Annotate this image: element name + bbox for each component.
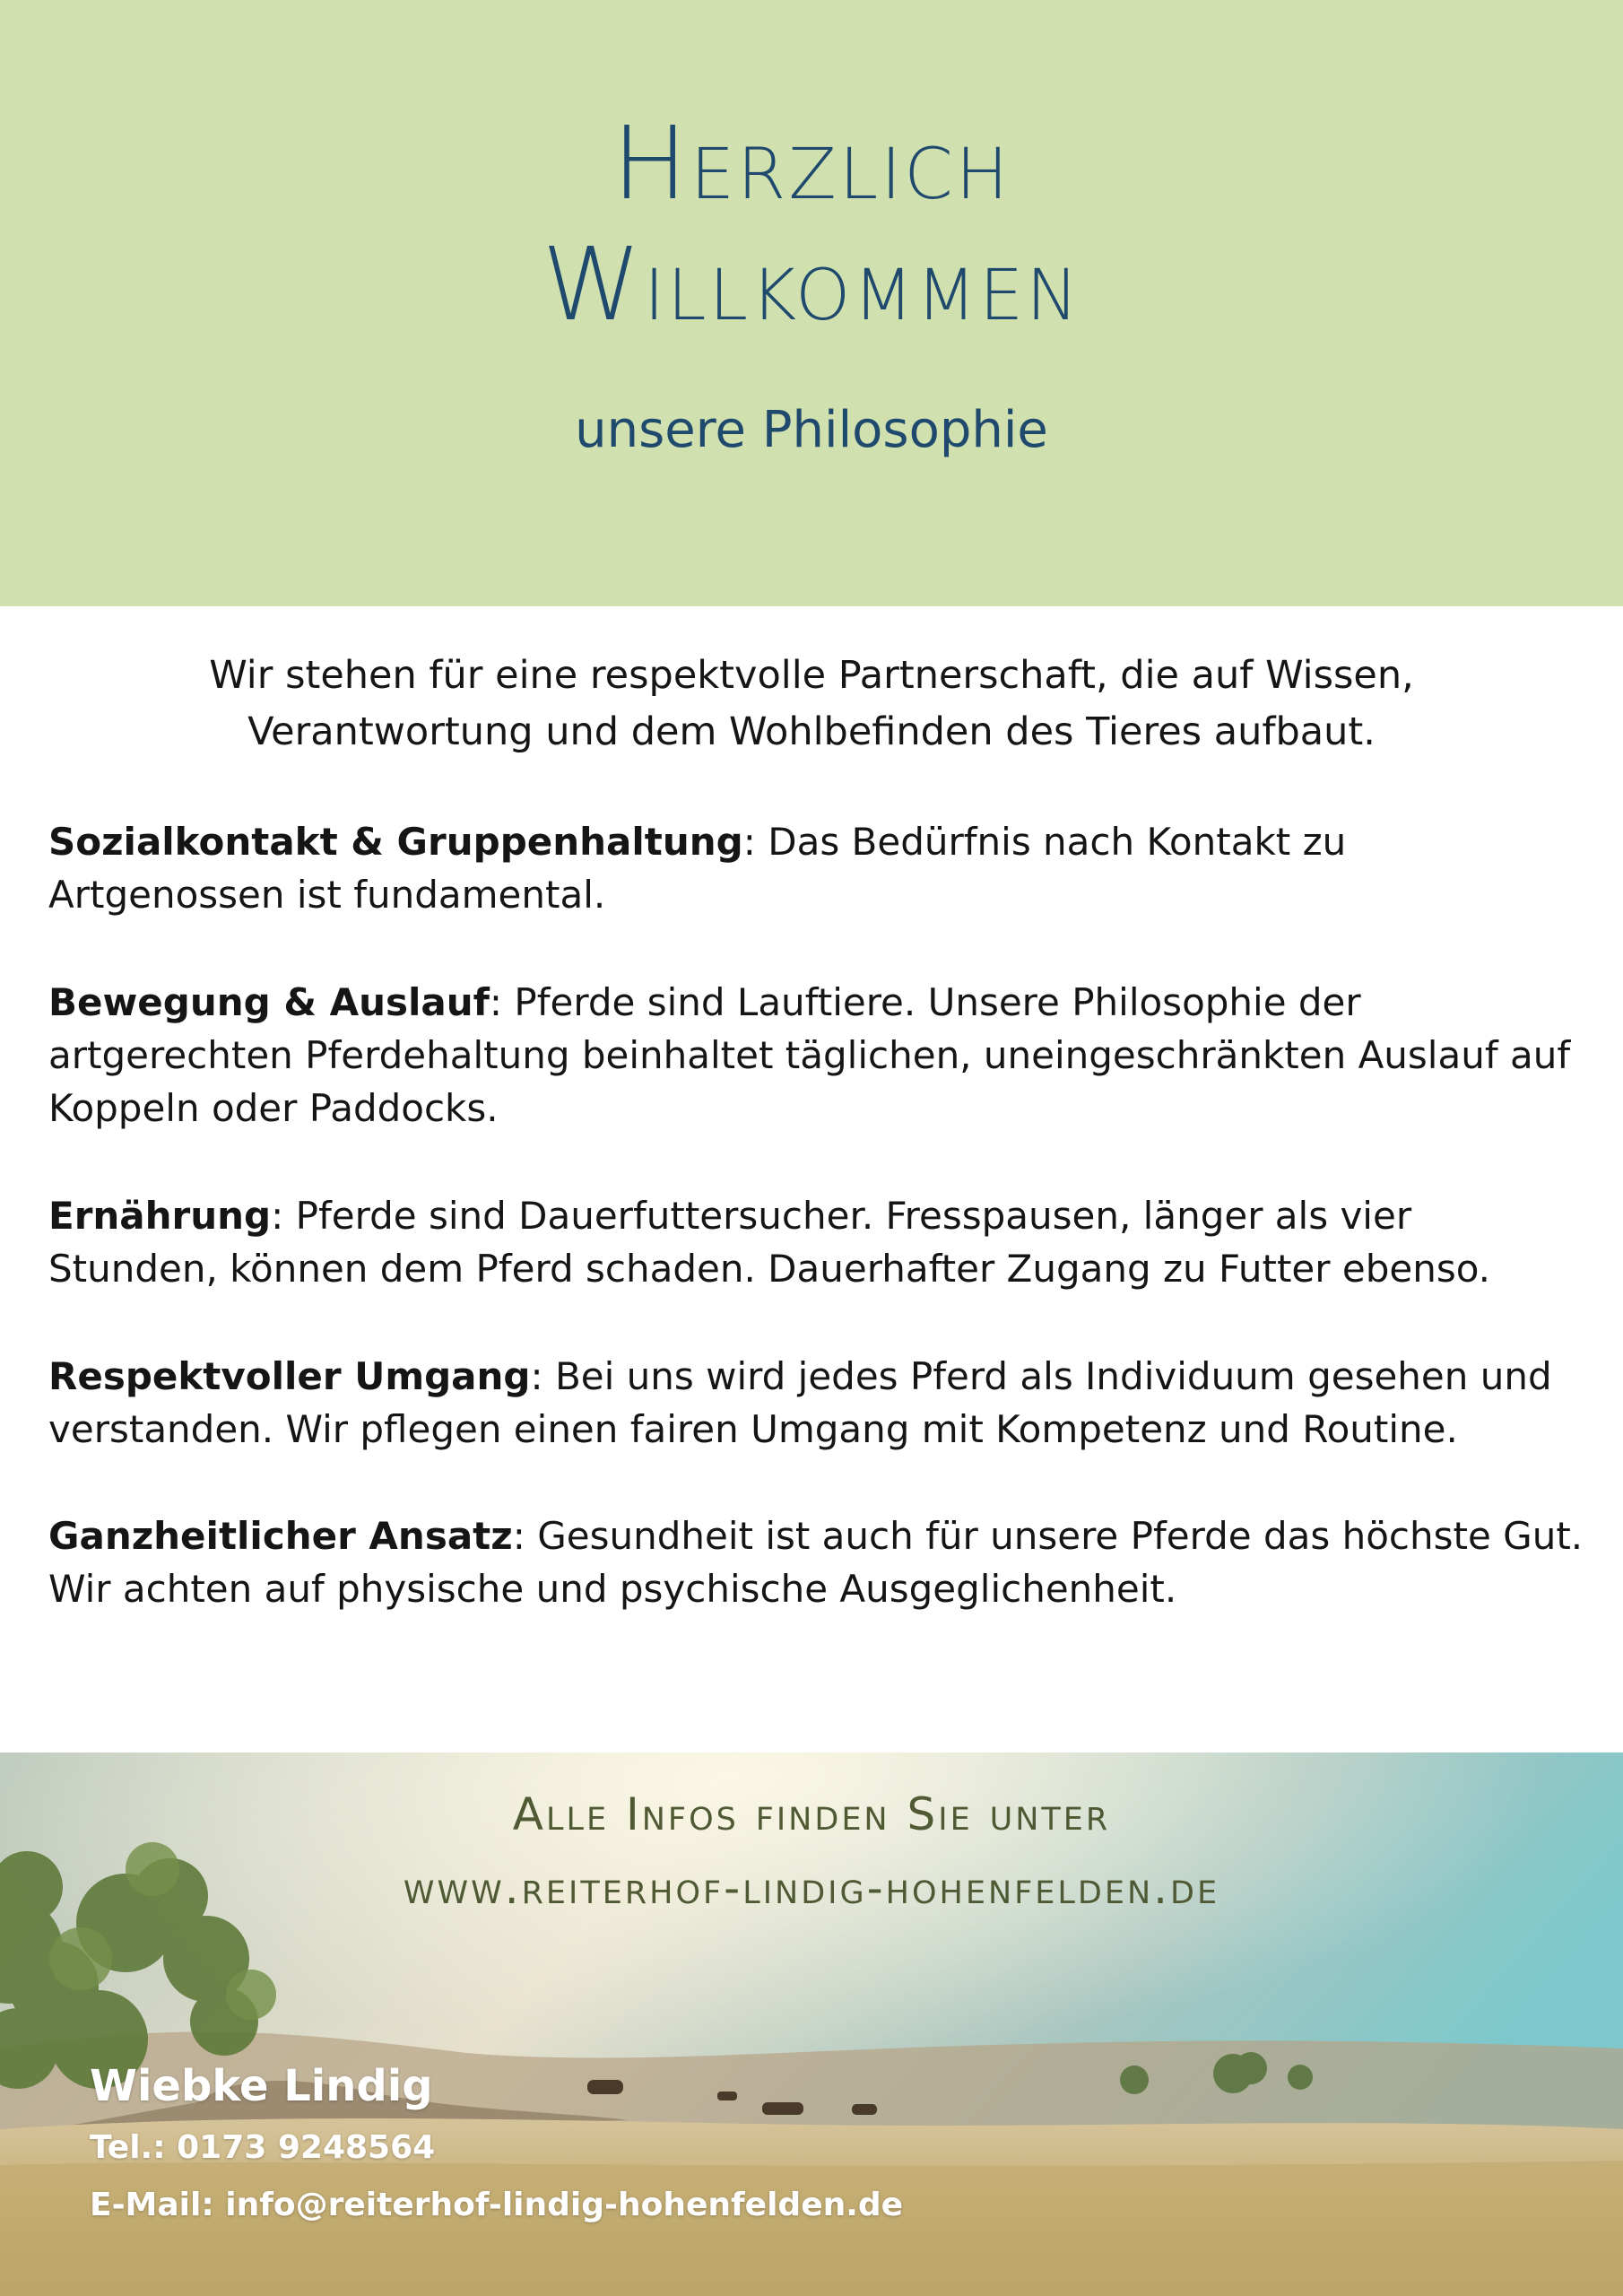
intro-text: Wir stehen für eine respektvolle Partnerschaft, die auf Wissen, Verantwortung und dem Wohlbefinden des Tieres aufbaut. [209,653,1414,754]
philosophy-point [48,1509,1587,1615]
point-heading: Ganzheitlicher Ansatz [48,1514,513,1558]
point-heading: Ernährung [48,1194,272,1238]
philosophy-point [48,1350,1587,1456]
header-banner [0,0,1623,606]
philosophy-point [48,1189,1587,1295]
contact-email[interactable]: E-Mail: info@reiterhof-lindig-hohenfelden.de [90,2187,904,2223]
point-heading: Sozialkontakt & Gruppenhaltung [48,820,743,864]
contact-name: Wiebke Lindig [90,2061,433,2111]
page-title-line-1: Herzlich [612,106,1011,222]
footer-info-heading: Alle Infos finden Sie unter [512,1788,1111,1840]
page-subtitle: unsere Philosophie [575,401,1048,459]
point-text: : Bei uns wird jedes Pferd als Individuum gesehen und verstanden. Wir pflegen einen fairen Umgang mit Kompetenz und Routine. [48,1354,1552,1451]
point-text: : Pferde sind Lauftiere. Unsere Philosophie der artgerechten Pferdehaltung beinhaltet täglichen, uneingeschränkten Auslauf auf Koppeln oder Paddocks. [48,980,1571,1130]
page-title-line-2: Willkommen [542,227,1081,344]
philosophy-point [48,815,1587,921]
point-heading: Bewegung & Auslauf [48,980,490,1024]
point-text: : Das Bedürfnis nach Kontakt zu Artgenossen ist fundamental. [48,820,1347,917]
point-text: : Gesundheit ist auch für unsere Pferde das höchste Gut. Wir achten auf physische und psychische Ausgeglichenheit. [48,1514,1584,1611]
philosophy-point [48,976,1587,1135]
contact-phone: Tel.: 0173 9248564 [90,2129,436,2166]
website-link[interactable]: www.reiterhof-lindig-hohenfelden.de [403,1862,1220,1914]
point-text: : Pferde sind Dauerfuttersucher. Fresspausen, länger als vier Stunden, können dem Pferd schaden. Dauerhafter Zugang zu Futter ebenso. [48,1194,1491,1291]
point-heading: Respektvoller Umgang [48,1354,531,1398]
